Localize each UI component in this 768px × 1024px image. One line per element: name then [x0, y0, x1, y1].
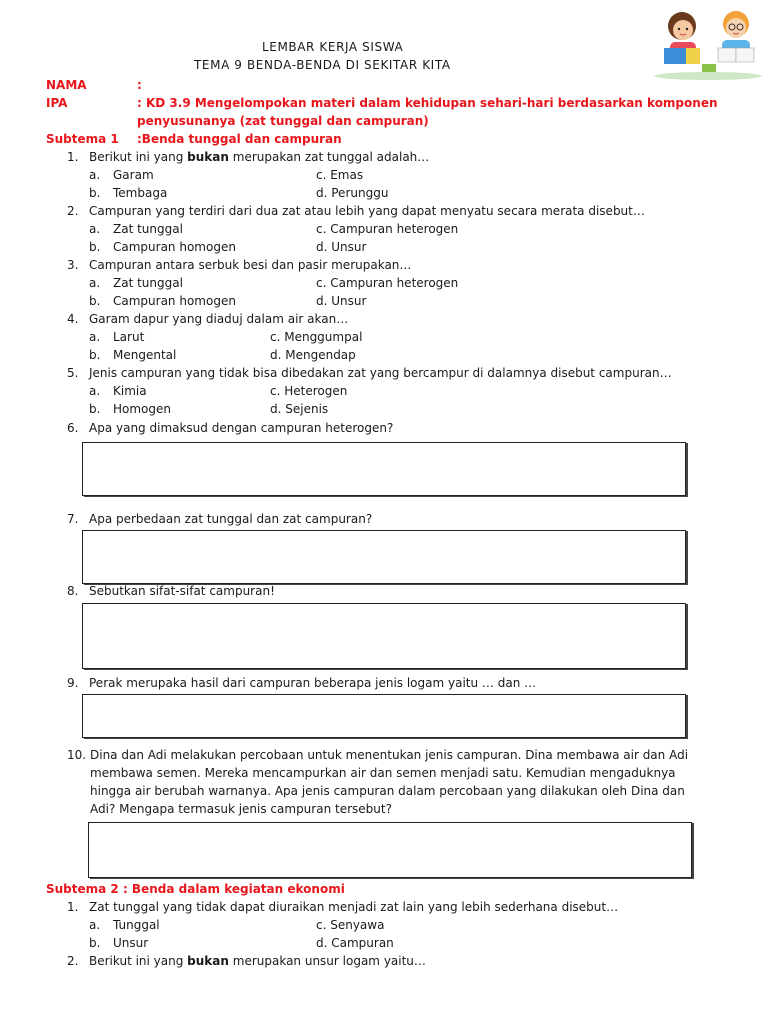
q2-option-b-letter: b. — [89, 240, 101, 254]
q8-text: Sebutkan sifat-sifat campuran! — [89, 584, 275, 598]
q9-text: Perak merupaka hasil dari campuran beberapa jenis logam yaitu … dan … — [89, 676, 537, 690]
q3-option-b-letter: b. — [89, 294, 101, 308]
q4-text: Garam dapur yang diaduj dalam air akan… — [89, 312, 349, 326]
s2-q1-option-b-letter: b. — [89, 936, 101, 950]
q2-option-b: Campuran homogen — [113, 240, 236, 254]
q1-option-a: Garam — [113, 168, 154, 182]
q4-option-d: d. Mengendap — [270, 348, 356, 362]
q7-number: 7. — [67, 512, 79, 526]
q2-option-d: d. Unsur — [316, 240, 367, 254]
q1-number: 1. — [67, 150, 79, 164]
q5-number: 5. — [67, 366, 79, 380]
q5-option-d: d. Sejenis — [270, 402, 329, 416]
q4-option-b-letter: b. — [89, 348, 101, 362]
nama-label: NAMA — [46, 78, 87, 92]
q3-option-d: d. Unsur — [316, 294, 367, 308]
q8-answer-box[interactable] — [82, 603, 686, 669]
subtema1-title: :Benda tunggal dan campuran — [137, 132, 342, 146]
q6-text: Apa yang dimaksud dengan campuran heterogen? — [89, 421, 394, 435]
q5-text: Jenis campuran yang tidak bisa dibedakan zat yang bercampur di dalamnya disebut campuran… — [89, 366, 672, 380]
q5-option-a: Kimia — [113, 384, 147, 398]
q5-option-b: Homogen — [113, 402, 172, 416]
ipa-kd-line1: : KD 3.9 Mengelompokan materi dalam kehidupan sehari-hari berdasarkan komponen — [137, 96, 718, 110]
q1-option-b: Tembaga — [113, 186, 168, 200]
q1-text: Berikut ini yang bukan merupakan zat tunggal adalah… — [89, 150, 430, 164]
q3-option-b: Campuran homogen — [113, 294, 236, 308]
q1-option-a-letter: a. — [89, 168, 101, 182]
q5-option-a-letter: a. — [89, 384, 101, 398]
s2-q1-option-c: c. Senyawa — [316, 918, 385, 932]
kids-reading-illustration — [652, 4, 764, 80]
q5-option-c: c. Heterogen — [270, 384, 348, 398]
subtema1-label: Subtema 1 — [46, 132, 119, 146]
s2-q1-option-d: d. Campuran — [316, 936, 394, 950]
q1-option-c: c. Emas — [316, 168, 364, 182]
q6-answer-box[interactable] — [82, 442, 686, 496]
q3-option-a: Zat tunggal — [113, 276, 183, 290]
q2-option-a: Zat tunggal — [113, 222, 183, 236]
q3-text: Campuran antara serbuk besi dan pasir merupakan… — [89, 258, 412, 272]
q6-number: 6. — [67, 421, 79, 435]
q8-number: 8. — [67, 584, 79, 598]
worksheet-title: LEMBAR KERJA SISWA — [262, 40, 404, 54]
q3-option-a-letter: a. — [89, 276, 101, 290]
q10-number: 10. — [67, 748, 87, 762]
q10-text-line3: hingga air berubah warnanya. Apa jenis campuran dalam percobaan yang dilakukan oleh Dina dan — [90, 784, 685, 798]
q7-answer-box[interactable] — [82, 530, 686, 584]
q10-text-line4: Adi? Mengapa termasuk jenis campuran tersebut? — [90, 802, 392, 816]
q10-answer-box[interactable] — [88, 822, 692, 878]
q2-number: 2. — [67, 204, 79, 218]
q1-option-d: d. Perunggu — [316, 186, 389, 200]
s2-q1-number: 1. — [67, 900, 79, 914]
ipa-label: IPA — [46, 96, 68, 110]
s2-q1-option-b: Unsur — [113, 936, 149, 950]
q9-answer-box[interactable] — [82, 694, 686, 738]
q3-option-c: c. Campuran heterogen — [316, 276, 459, 290]
theme-title: TEMA 9 BENDA-BENDA DI SEKITAR KITA — [194, 58, 451, 72]
subtema2-title: Subtema 2 : Benda dalam kegiatan ekonomi — [46, 882, 345, 896]
q3-number: 3. — [67, 258, 79, 272]
s2-q1-option-a: Tunggal — [113, 918, 160, 932]
q4-option-b: Mengental — [113, 348, 177, 362]
s2-q2-text: Berikut ini yang bukan merupakan unsur logam yaitu… — [89, 954, 426, 968]
q4-option-a: Larut — [113, 330, 145, 344]
q1-option-b-letter: b. — [89, 186, 101, 200]
s2-q1-option-a-letter: a. — [89, 918, 101, 932]
q10-text-line1: Dina dan Adi melakukan percobaan untuk menentukan jenis campuran. Dina membawa air dan Adi — [90, 748, 689, 762]
q5-option-b-letter: b. — [89, 402, 101, 416]
q7-text: Apa perbedaan zat tunggal dan zat campuran? — [89, 512, 373, 526]
s2-q2-number: 2. — [67, 954, 79, 968]
s2-q1-text: Zat tunggal yang tidak dapat diuraikan menjadi zat lain yang lebih sederhana disebut… — [89, 900, 619, 914]
q10-text-line2: membawa semen. Mereka mencampurkan air dan semen menjadi satu. Kemudian mengaduknya — [90, 766, 676, 780]
q2-text: Campuran yang terdiri dari dua zat atau lebih yang dapat menyatu secara merata disebut… — [89, 204, 645, 218]
q4-option-c: c. Menggumpal — [270, 330, 363, 344]
q4-number: 4. — [67, 312, 79, 326]
q2-option-c: c. Campuran heterogen — [316, 222, 459, 236]
q9-number: 9. — [67, 676, 79, 690]
ipa-kd-line2: penyusunanya (zat tunggal dan campuran) — [137, 114, 429, 128]
nama-colon: : — [137, 78, 142, 92]
q4-option-a-letter: a. — [89, 330, 101, 344]
q2-option-a-letter: a. — [89, 222, 101, 236]
